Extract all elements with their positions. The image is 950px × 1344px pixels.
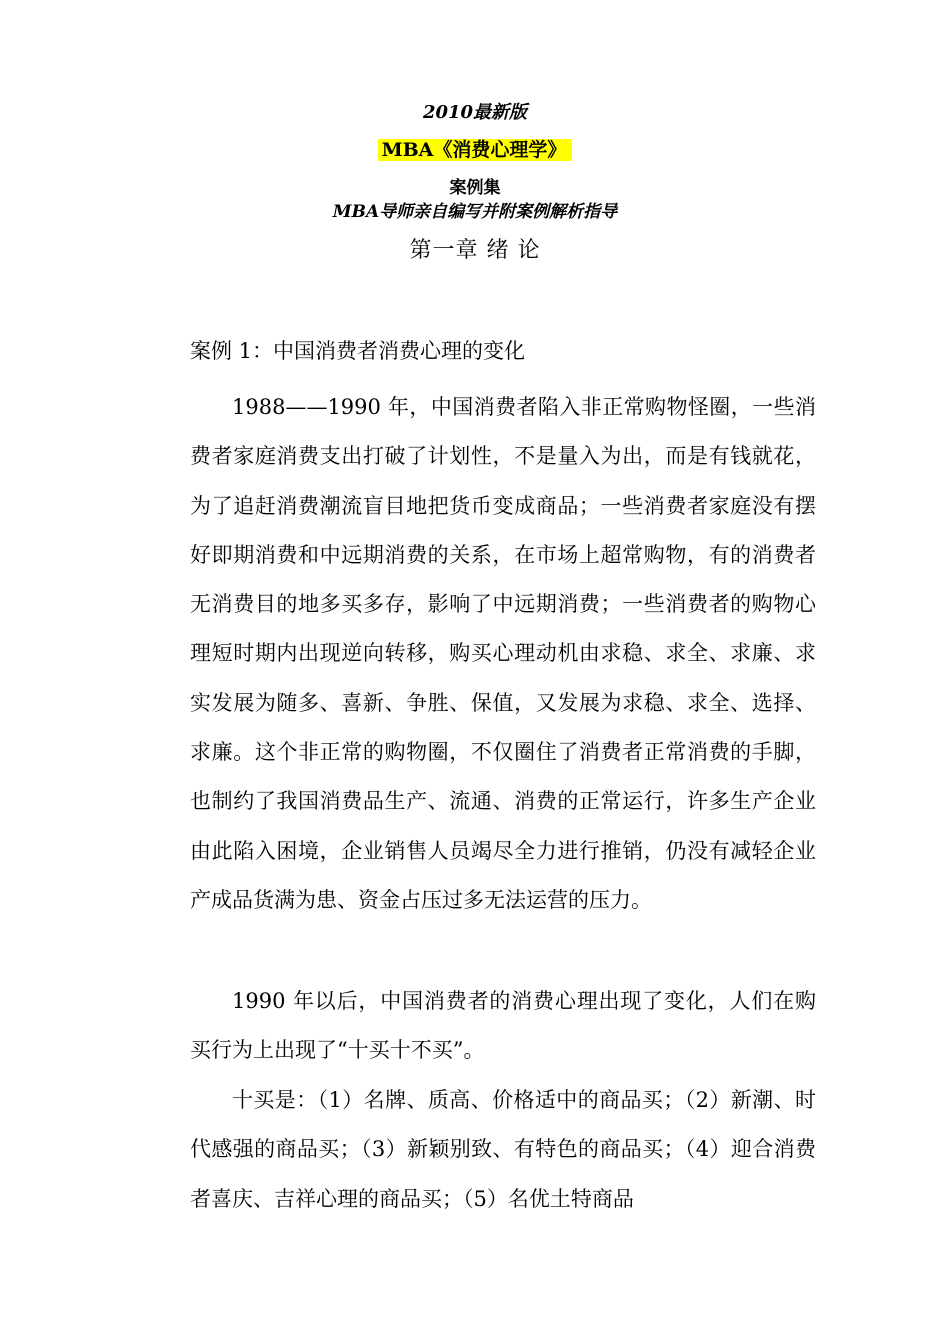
subtitle: 案例集 bbox=[449, 178, 501, 198]
case-paragraph: 1988——1990 年，中国消费者陷入非正常购物怪圈，一些消费者家庭消费支出打破了计划性，不是量入为出，而是有钱就花，为了追赶消费潮流盲目地把货币变成商品；一些消费者家庭没有摆好即期消费和中远期消费的关系，在市场上超常购物，有的消费者无消费目的地多买多存，影响了中远期消费；一些消费者的购物心理短时期内出现逆向转移，购买心理动机由求稳、求全、求廉、求实发展为随多、喜新、争胜、保值，又发展为求稳、求全、选择、求廉。这个非正常的购物圈，不仅圈住了消费者正常消费的手脚，也制约了我国消费品生产、流通、消费的正常运行，许多生产企业由此陷入困境，企业销售人员竭尽全力进行推销，仍没有减轻企业产成品货满为患、资金占压过多无法运营的压力。 bbox=[190, 395, 816, 912]
book-title bbox=[0, 136, 950, 164]
case-title: 案例 1：中国消费者消费心理的变化 bbox=[190, 339, 526, 363]
chapter-title: 第一章 绪 论 bbox=[409, 238, 541, 263]
case-paragraph: 十买是：（1）名牌、质高、价格适中的商品买；（2）新潮、时代感强的商品买；（3）新颖别致、有特色的商品买；（4）迎合消费者喜庆、吉祥心理的商品买；（5）名优土特商品 bbox=[190, 1088, 816, 1211]
author-line: MBA导师亲自编写并附案例解析指导 bbox=[332, 202, 618, 222]
book-title-highlight: MBA《消费心理学》 bbox=[378, 139, 573, 161]
case-paragraph: 1990 年以后，中国消费者的消费心理出现了变化，人们在购买行为上出现了“十买十不买”。 bbox=[190, 989, 816, 1063]
edition-label: 2010最新版 bbox=[422, 102, 528, 123]
